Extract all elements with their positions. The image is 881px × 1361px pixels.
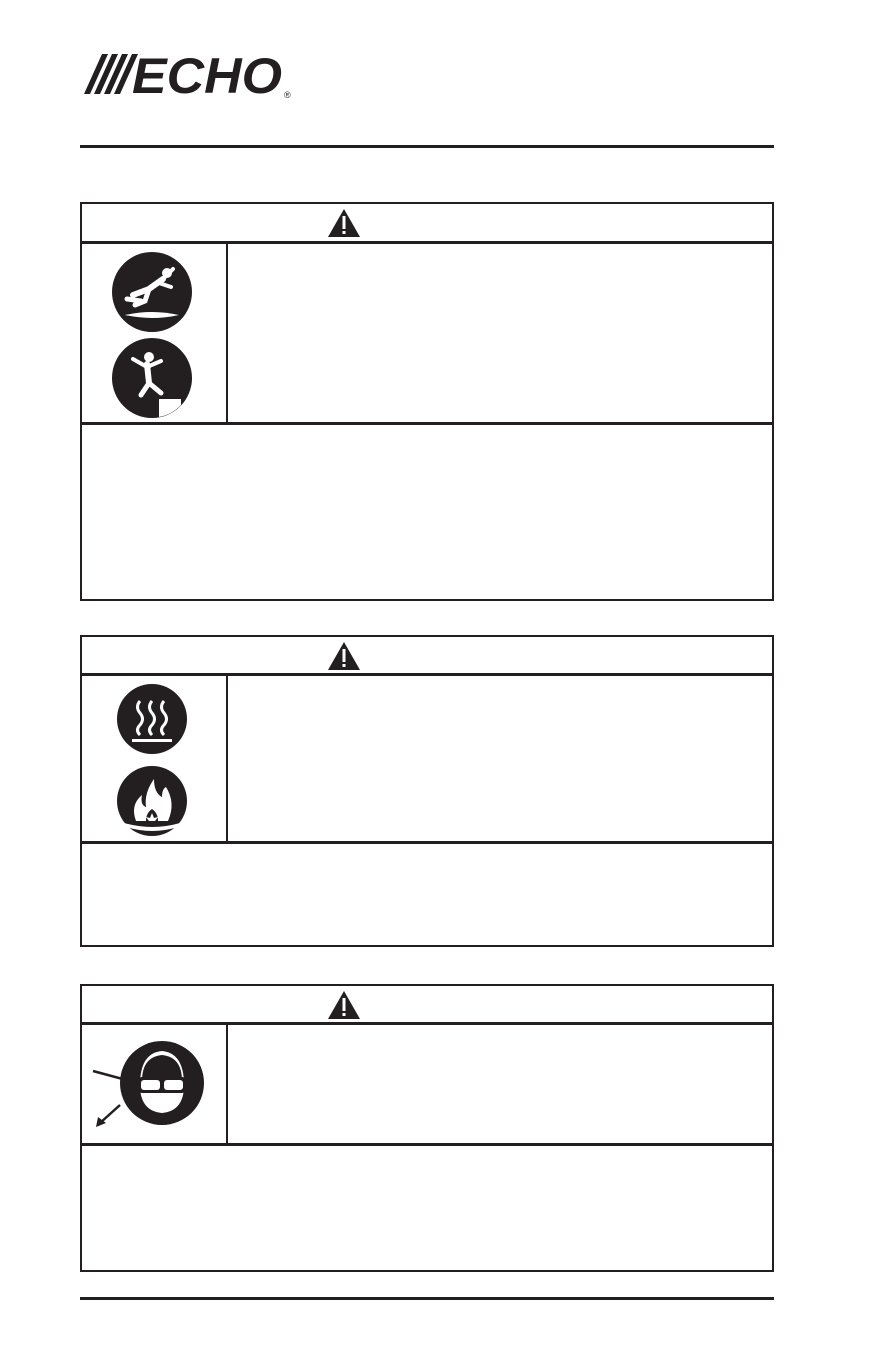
echo-logo-wordmark: ECHO bbox=[132, 50, 283, 100]
warning-triangle-icon bbox=[327, 208, 361, 238]
warning-body-area bbox=[82, 844, 772, 945]
header-rule bbox=[80, 145, 774, 148]
warning-text-area bbox=[228, 244, 772, 425]
warning-text-area bbox=[228, 1025, 772, 1144]
warning-triangle-icon bbox=[327, 990, 361, 1020]
warning-body-area bbox=[82, 1146, 772, 1270]
warning-header bbox=[82, 204, 772, 244]
fall-hazard-icon bbox=[111, 337, 193, 419]
warning-header bbox=[82, 986, 772, 1025]
warning-box-hot-fire bbox=[80, 635, 774, 947]
trademark-symbol: ® bbox=[284, 90, 291, 100]
footer-rule bbox=[80, 1297, 774, 1300]
warning-triangle-icon bbox=[327, 641, 361, 671]
hazard-icons-cell bbox=[82, 1025, 228, 1144]
warning-text-area bbox=[228, 676, 772, 842]
fire-hazard-icon bbox=[116, 765, 188, 837]
hot-surface-icon bbox=[116, 683, 188, 755]
warning-header bbox=[82, 637, 772, 676]
hazard-icons-cell bbox=[82, 244, 228, 425]
echo-logo bbox=[80, 50, 295, 100]
warning-box-eye-protection bbox=[80, 984, 774, 1272]
eye-protection-icon bbox=[90, 1039, 210, 1129]
warning-box-slip-fall bbox=[80, 202, 774, 601]
warning-body-area bbox=[82, 425, 772, 599]
hazard-icons-cell bbox=[82, 676, 228, 842]
slip-hazard-icon bbox=[111, 251, 193, 333]
